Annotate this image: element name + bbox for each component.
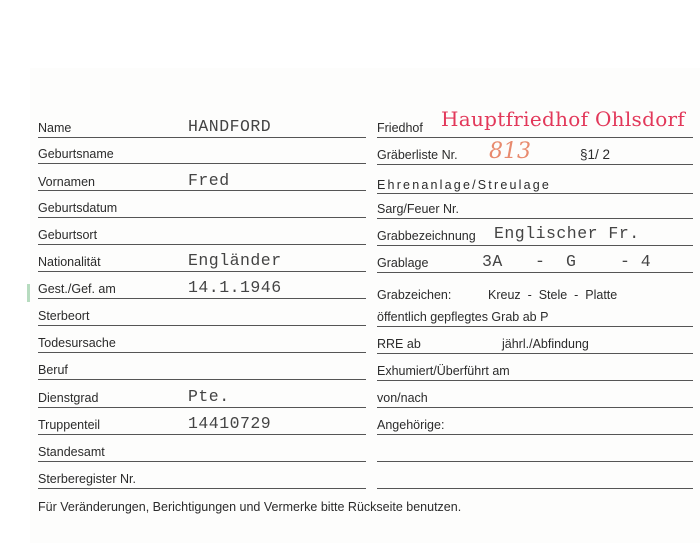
unit-value: 14410729 [188,414,272,433]
cemetery-stamp: Hauptfriedhof Ohlsdorf [441,107,686,131]
grave-name-value: Englischer Fr. [494,224,640,243]
public-grave-rule [377,326,693,327]
firstnames-value: Fred [188,171,230,190]
coffin-rule [377,218,693,219]
grave-name-rule [377,245,693,246]
grave-location-label: Grablage [377,256,429,270]
death-register-rule [38,488,366,489]
exhumed-rule [377,380,693,381]
firstnames-rule [38,190,366,191]
relatives-label: Angehörige: [377,418,445,432]
rank-rule [38,407,366,408]
honor-label: Ehrenanlage/Streulage [377,178,552,192]
deathplace-rule [38,325,366,326]
grave-location-dash: - [535,252,546,271]
death-register-label: Sterberegister Nr. [38,472,136,486]
relatives-rule-1 [377,434,693,435]
fromto-rule [377,407,693,408]
rre-rule [377,353,693,354]
cemetery-label: Friedhof [377,121,423,135]
deathplace-label: Sterbeort [38,309,90,323]
occupation-rule [38,379,366,380]
grave-list-label: Gräberliste Nr. [377,148,458,162]
footer-note: Für Veränderungen, Berichtigungen und Vermerke bitte Rückseite benutzen. [38,500,462,514]
honor-rule [377,193,693,194]
grave-list-number: 813 [489,139,531,164]
grave-name-label: Grabbezeichnung [377,229,476,243]
died-label: Gest./Gef. am [38,282,116,296]
rank-value: Pte. [188,387,230,406]
birthplace-rule [38,244,366,245]
unit-rule [38,434,366,435]
firstnames-label: Vornamen [38,175,95,189]
coffin-label: Sarg/Feuer Nr. [377,202,459,216]
grave-location-row: 3A [482,252,503,271]
name-label: Name [38,121,72,135]
occupation-label: Beruf [38,363,68,377]
grave-sign-label: Grabzeichen: [377,288,452,302]
relatives-rule-2 [377,461,693,462]
cause-rule [38,352,366,353]
registry-office-rule [38,461,366,462]
relatives-rule-3 [377,488,693,489]
birthname-label: Geburtsname [38,147,114,161]
nationality-rule [38,271,366,272]
unit-label: Truppenteil [38,418,101,432]
rank-label: Dienstgrad [38,391,99,405]
birthdate-rule [38,217,366,218]
rre-label: RRE ab [377,337,421,351]
birthname-rule [38,163,366,164]
grave-location-rule [377,272,693,273]
died-rule [38,298,366,299]
registry-office-label: Standesamt [38,445,105,459]
exhumed-label: Exhumiert/Überführt am [377,364,510,378]
grave-sign-options: Kreuz - Stele - Platte [488,288,618,302]
nationality-value: Engländer [188,251,282,270]
birthplace-label: Geburtsort [38,228,98,242]
edge-mark [27,284,30,302]
cause-label: Todesursache [38,336,116,350]
fromto-label: von/nach [377,391,428,405]
name-rule [38,137,366,138]
rre-options: jährl./Abfindung [502,337,589,351]
grave-list-rule [377,164,693,165]
public-grave-label: öffentlich gepflegtes Grab ab P [377,310,549,324]
birthdate-label: Geburtsdatum [38,201,118,215]
cemetery-rule [377,137,693,138]
grave-list-section: §1/ 2 [580,147,611,162]
grave-location-number: - 4 [620,252,652,271]
nationality-label: Nationalität [38,255,101,269]
grave-location-field: G [566,252,577,271]
died-value: 14.1.1946 [188,278,282,297]
name-value: HANDFORD [188,117,272,136]
